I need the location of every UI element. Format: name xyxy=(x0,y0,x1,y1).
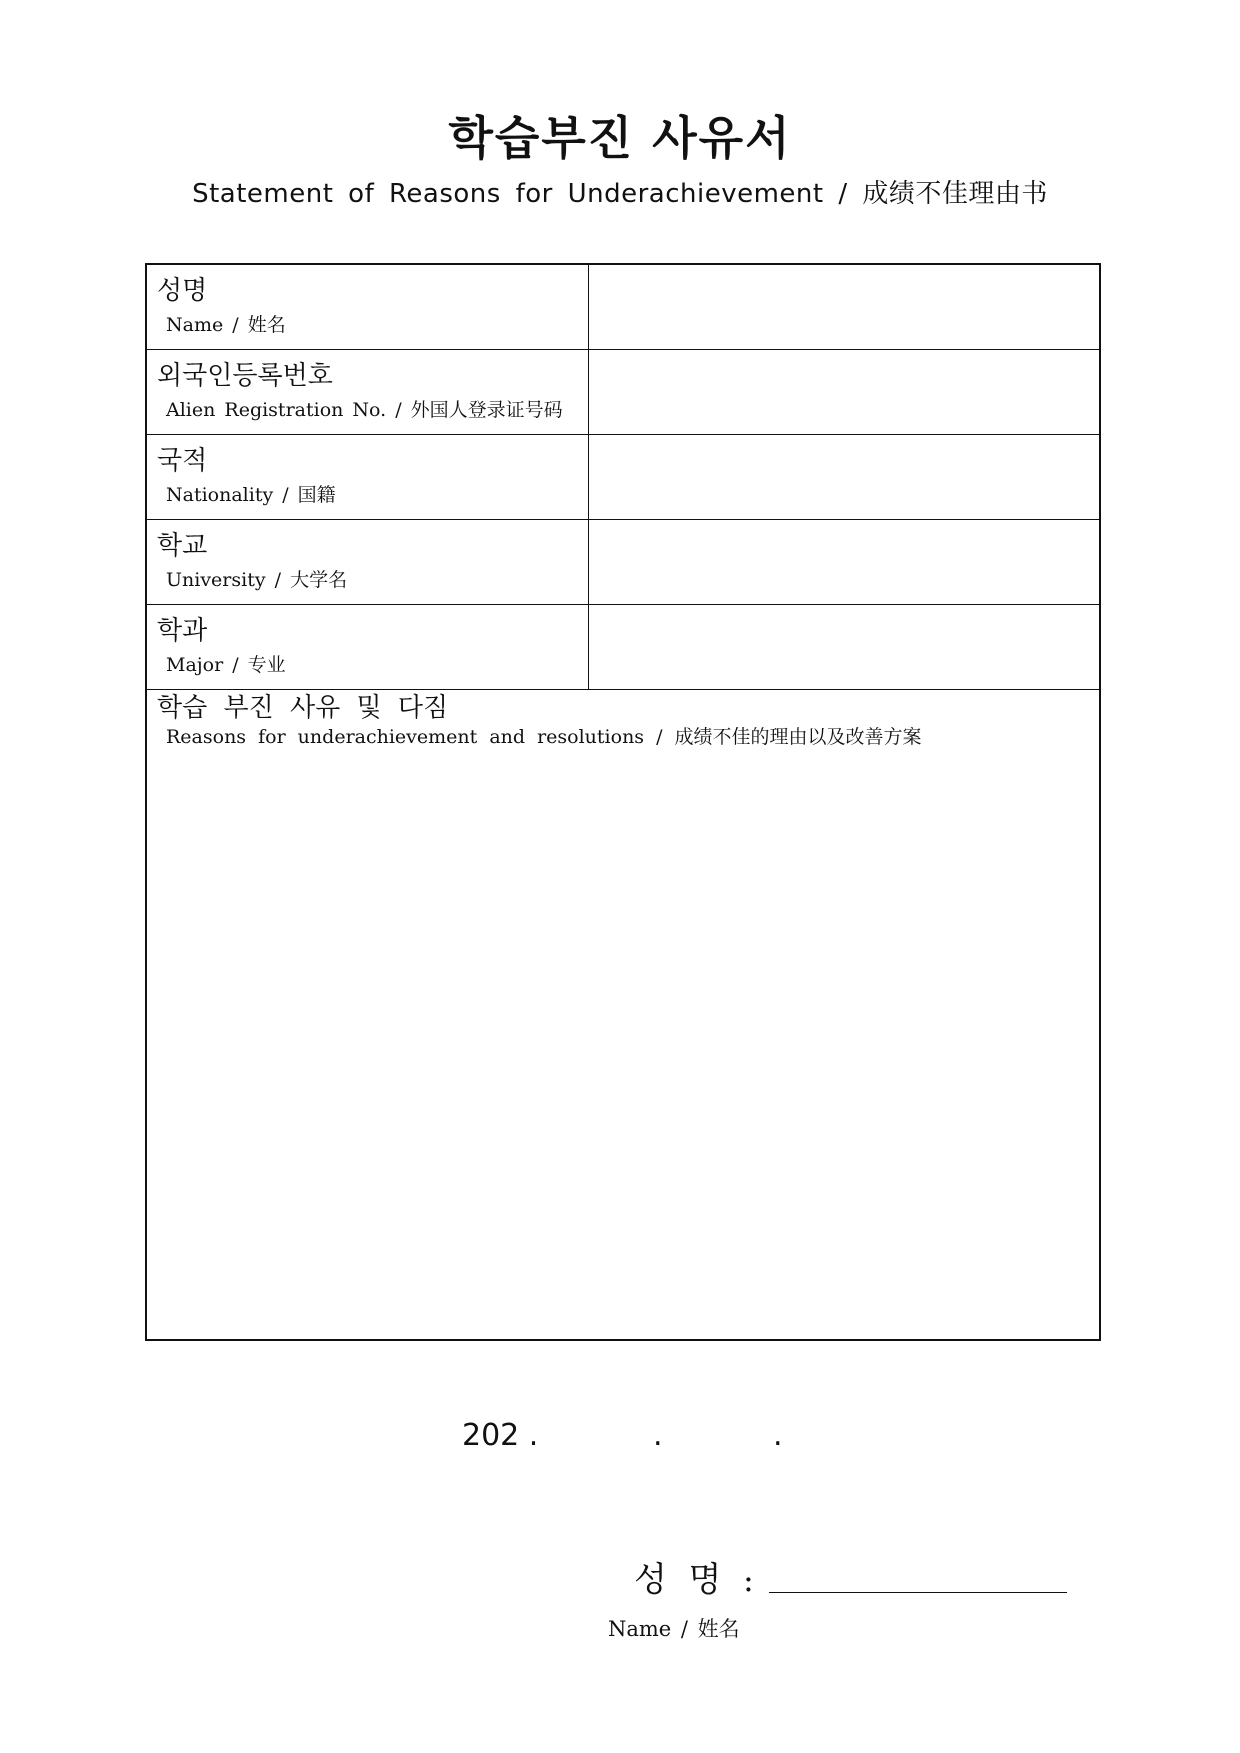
name-field[interactable] xyxy=(589,265,1099,349)
form-table xyxy=(145,263,1101,1341)
label-alien-registration-ko: 외국인등록번호 xyxy=(157,361,333,391)
label-alien-registration-en: Alien Registration No. / 外国人登录证号码 xyxy=(166,399,563,421)
label-cell-major xyxy=(147,605,589,689)
document-title: 학습부진 사유서 xyxy=(448,111,792,165)
form-row-major xyxy=(147,605,1099,690)
nationality-field[interactable] xyxy=(589,435,1099,519)
label-cell-name xyxy=(147,265,589,349)
major-field[interactable] xyxy=(589,605,1099,689)
alien-registration-field[interactable] xyxy=(589,350,1099,434)
date-day-separator: . xyxy=(773,1418,783,1453)
signature-label: 성 명 xyxy=(634,1560,722,1600)
label-university-ko: 학교 xyxy=(157,531,208,561)
reasons-text-area[interactable] xyxy=(147,760,1099,1339)
label-name-ko: 성명 xyxy=(157,276,208,306)
university-field[interactable] xyxy=(589,520,1099,604)
signature-line[interactable] xyxy=(769,1592,1067,1593)
label-university-en: University / 大学名 xyxy=(166,569,348,591)
signature-sub-label: Name / 姓名 xyxy=(608,1617,740,1641)
label-cell-nationality xyxy=(147,435,589,519)
date-year: 202 . xyxy=(462,1418,539,1453)
document-subtitle: Statement of Reasons for Underachievement / 成绩不佳理由书 xyxy=(192,179,1048,209)
label-major-en: Major / 专业 xyxy=(166,654,286,676)
form-row-name xyxy=(147,265,1099,350)
reasons-section xyxy=(147,690,1099,1339)
signature-colon: : xyxy=(743,1561,754,1599)
form-row-nationality xyxy=(147,435,1099,520)
reasons-label-en: Reasons for underachievement and resolutions / 成绩不佳的理由以及改善方案 xyxy=(166,726,922,748)
form-row-alien-registration xyxy=(147,350,1099,435)
label-major-ko: 학과 xyxy=(157,616,208,646)
label-name-en: Name / 姓名 xyxy=(166,314,286,336)
form-row-university xyxy=(147,520,1099,605)
reasons-label-ko: 학습 부진 사유 및 다짐 xyxy=(157,693,449,723)
label-cell-university xyxy=(147,520,589,604)
label-cell-alien-registration xyxy=(147,350,589,434)
date-month-separator: . xyxy=(653,1418,663,1453)
label-nationality-ko: 국적 xyxy=(157,446,208,476)
label-nationality-en: Nationality / 国籍 xyxy=(166,484,336,506)
